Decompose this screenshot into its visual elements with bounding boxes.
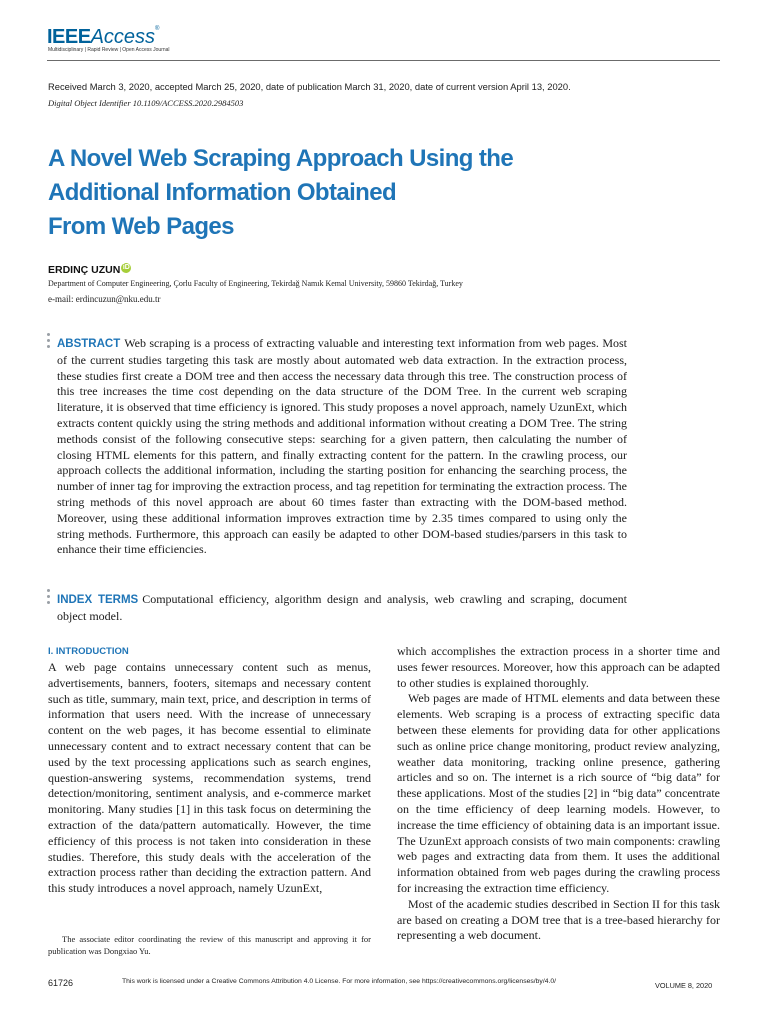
abstract bbox=[57, 336, 627, 558]
abstract-label: ABSTRACT bbox=[57, 338, 121, 350]
intro-paragraph-4: Most of the academic studies described in Section II for this task are based on creating a DOM tree that is a tree-based hierarchy for representing a web document. bbox=[397, 896, 720, 943]
author-email: e-mail: erdincuzun@nku.edu.tr bbox=[48, 294, 161, 304]
index-terms-text: Computational efficiency, algorithm design and analysis, web crawling and scraping, document object model. bbox=[57, 592, 627, 623]
logo-ieee-text: IEEE bbox=[47, 26, 91, 48]
abstract-dots-icon bbox=[47, 333, 50, 351]
license-note: This work is licensed under a Creative Commons Attribution 4.0 License. For more information, see https://creativecommons.org/licenses/by/4.0/ bbox=[122, 978, 557, 985]
right-column bbox=[397, 644, 720, 944]
title-line-3: From Web Pages bbox=[48, 213, 234, 240]
left-column bbox=[48, 644, 371, 897]
author-affiliation: Department of Computer Engineering, Çorlu Faculty of Engineering, Tekirdağ Namık Kemal University, 59860 Tekirdağ, Turkey bbox=[48, 279, 463, 288]
journal-tagline: Multidisciplinary | Rapid Review | Open Access Journal bbox=[48, 47, 170, 53]
author-name: ERDINÇ UZUN bbox=[48, 264, 121, 276]
logo-trademark: ® bbox=[155, 26, 160, 32]
received-dates: Received March 3, 2020, accepted March 25, 2020, date of publication March 31, 2020, date of current version April 13, 2020. bbox=[48, 81, 571, 92]
title-line-1: A Novel Web Scraping Approach Using the bbox=[48, 145, 514, 172]
title-line-2: Additional Information Obtained bbox=[48, 179, 397, 206]
journal-logo bbox=[47, 26, 159, 49]
intro-paragraph-3: Web pages are made of HTML elements and data between these elements. Web scraping is a process of extracting specific data between these elements for providing data for other applications such as online price change monitoring, product review analyzing, weather data monitoring, tracking online presence, gathering articles and so on. The internet is a rich source of “big data” for these applications. Most of the studies [2] in “big data” concentrate on the time efficiency of deep learning models. However, to increase the time efficiency of obtaining data is an important issue. The UzunExt approach consists of two main components: crawling web pages and extracting data from them. It uses the additional information obtained from web pages during the crawling process for increasing the extraction time efficiency. bbox=[397, 691, 720, 895]
index-terms-dots-icon bbox=[47, 589, 50, 607]
volume-label: VOLUME 8, 2020 bbox=[655, 981, 713, 990]
index-terms bbox=[57, 592, 627, 625]
doi-line: Digital Object Identifier 10.1109/ACCESS.2020.2984503 bbox=[48, 98, 244, 108]
abstract-text: Web scraping is a process of extracting valuable and interesting text information from web pages. Most of the current studies targeting this task are mostly about automated web data extraction. In the extraction process, these studies first create a DOM tree and then access the necessary data through this tree. The construction process of this tree increases the time cost depending on the data structure of the DOM Tree. In the current web scraping literature, it is observed that time efficiency is ignored. This study proposes a novel approach, namely UzunExt, which extracts content quickly using the string methods and additional information without creating a DOM Tree. The string methods consist of the following consecutive steps: searching for a given pattern, then calculating the number of closing HTML elements for this pattern, and finally extracting content for the pattern. In the crawling process, our approach collects the additional information, including the starting position for enhancing the searching process, the number of inner tag for improving the extraction process, and tag repetition for terminating the extraction process. The string methods of this novel approach are about 60 times faster than extracting with the DOM-based method. Moreover, using these additional information improves extraction time by 2.35 times compared to using only the string methods. Furthermore, this approach can easily be adapted to other DOM-based studies/parsers in this task to enhance their time efficiencies. bbox=[57, 336, 627, 557]
intro-paragraph-2: which accomplishes the extraction process in a shorter time and uses fewer resources. Moreover, how this approach can be adapted to other studies is explained thoroughly. bbox=[397, 644, 720, 690]
index-terms-label: INDEX TERMS bbox=[57, 594, 139, 606]
logo-access-text: Access bbox=[90, 26, 156, 48]
section-heading-introduction: I. INTRODUCTION bbox=[48, 646, 129, 657]
paper-title bbox=[48, 142, 708, 244]
intro-paragraph-1: A web page contains unnecessary content such as menus, advertisements, banners, footers, sitemaps and necessary content such as title, summary, main text, price, and description in terms of information that users need. With the increase of unnecessary content on the web pages, it has become essential to eliminate unnecessary content and to extract necessary content that can be used by the text processing applications such as search engines, question-answering systems, recommendation systems, trend detection/monitoring, sentiment analysis, and e-commerce market monitoring. Many studies [1] in this task focus on determining the extraction of the data/pattern automatically. However, the time efficiency of this process is not taken into consideration in these studies. Therefore, this study deals with the acceleration of the extraction process rather than deciding the extraction pattern. And this study introduces a novel approach, namely UzunExt, bbox=[48, 660, 371, 896]
editor-footnote: The associate editor coordinating the review of this manuscript and approving it for publication was Dongxiao Yu. bbox=[48, 934, 371, 956]
author-block bbox=[48, 263, 131, 276]
page-number: 61726 bbox=[48, 978, 74, 988]
orcid-icon[interactable]: iD bbox=[122, 264, 130, 271]
header-divider bbox=[47, 60, 720, 61]
